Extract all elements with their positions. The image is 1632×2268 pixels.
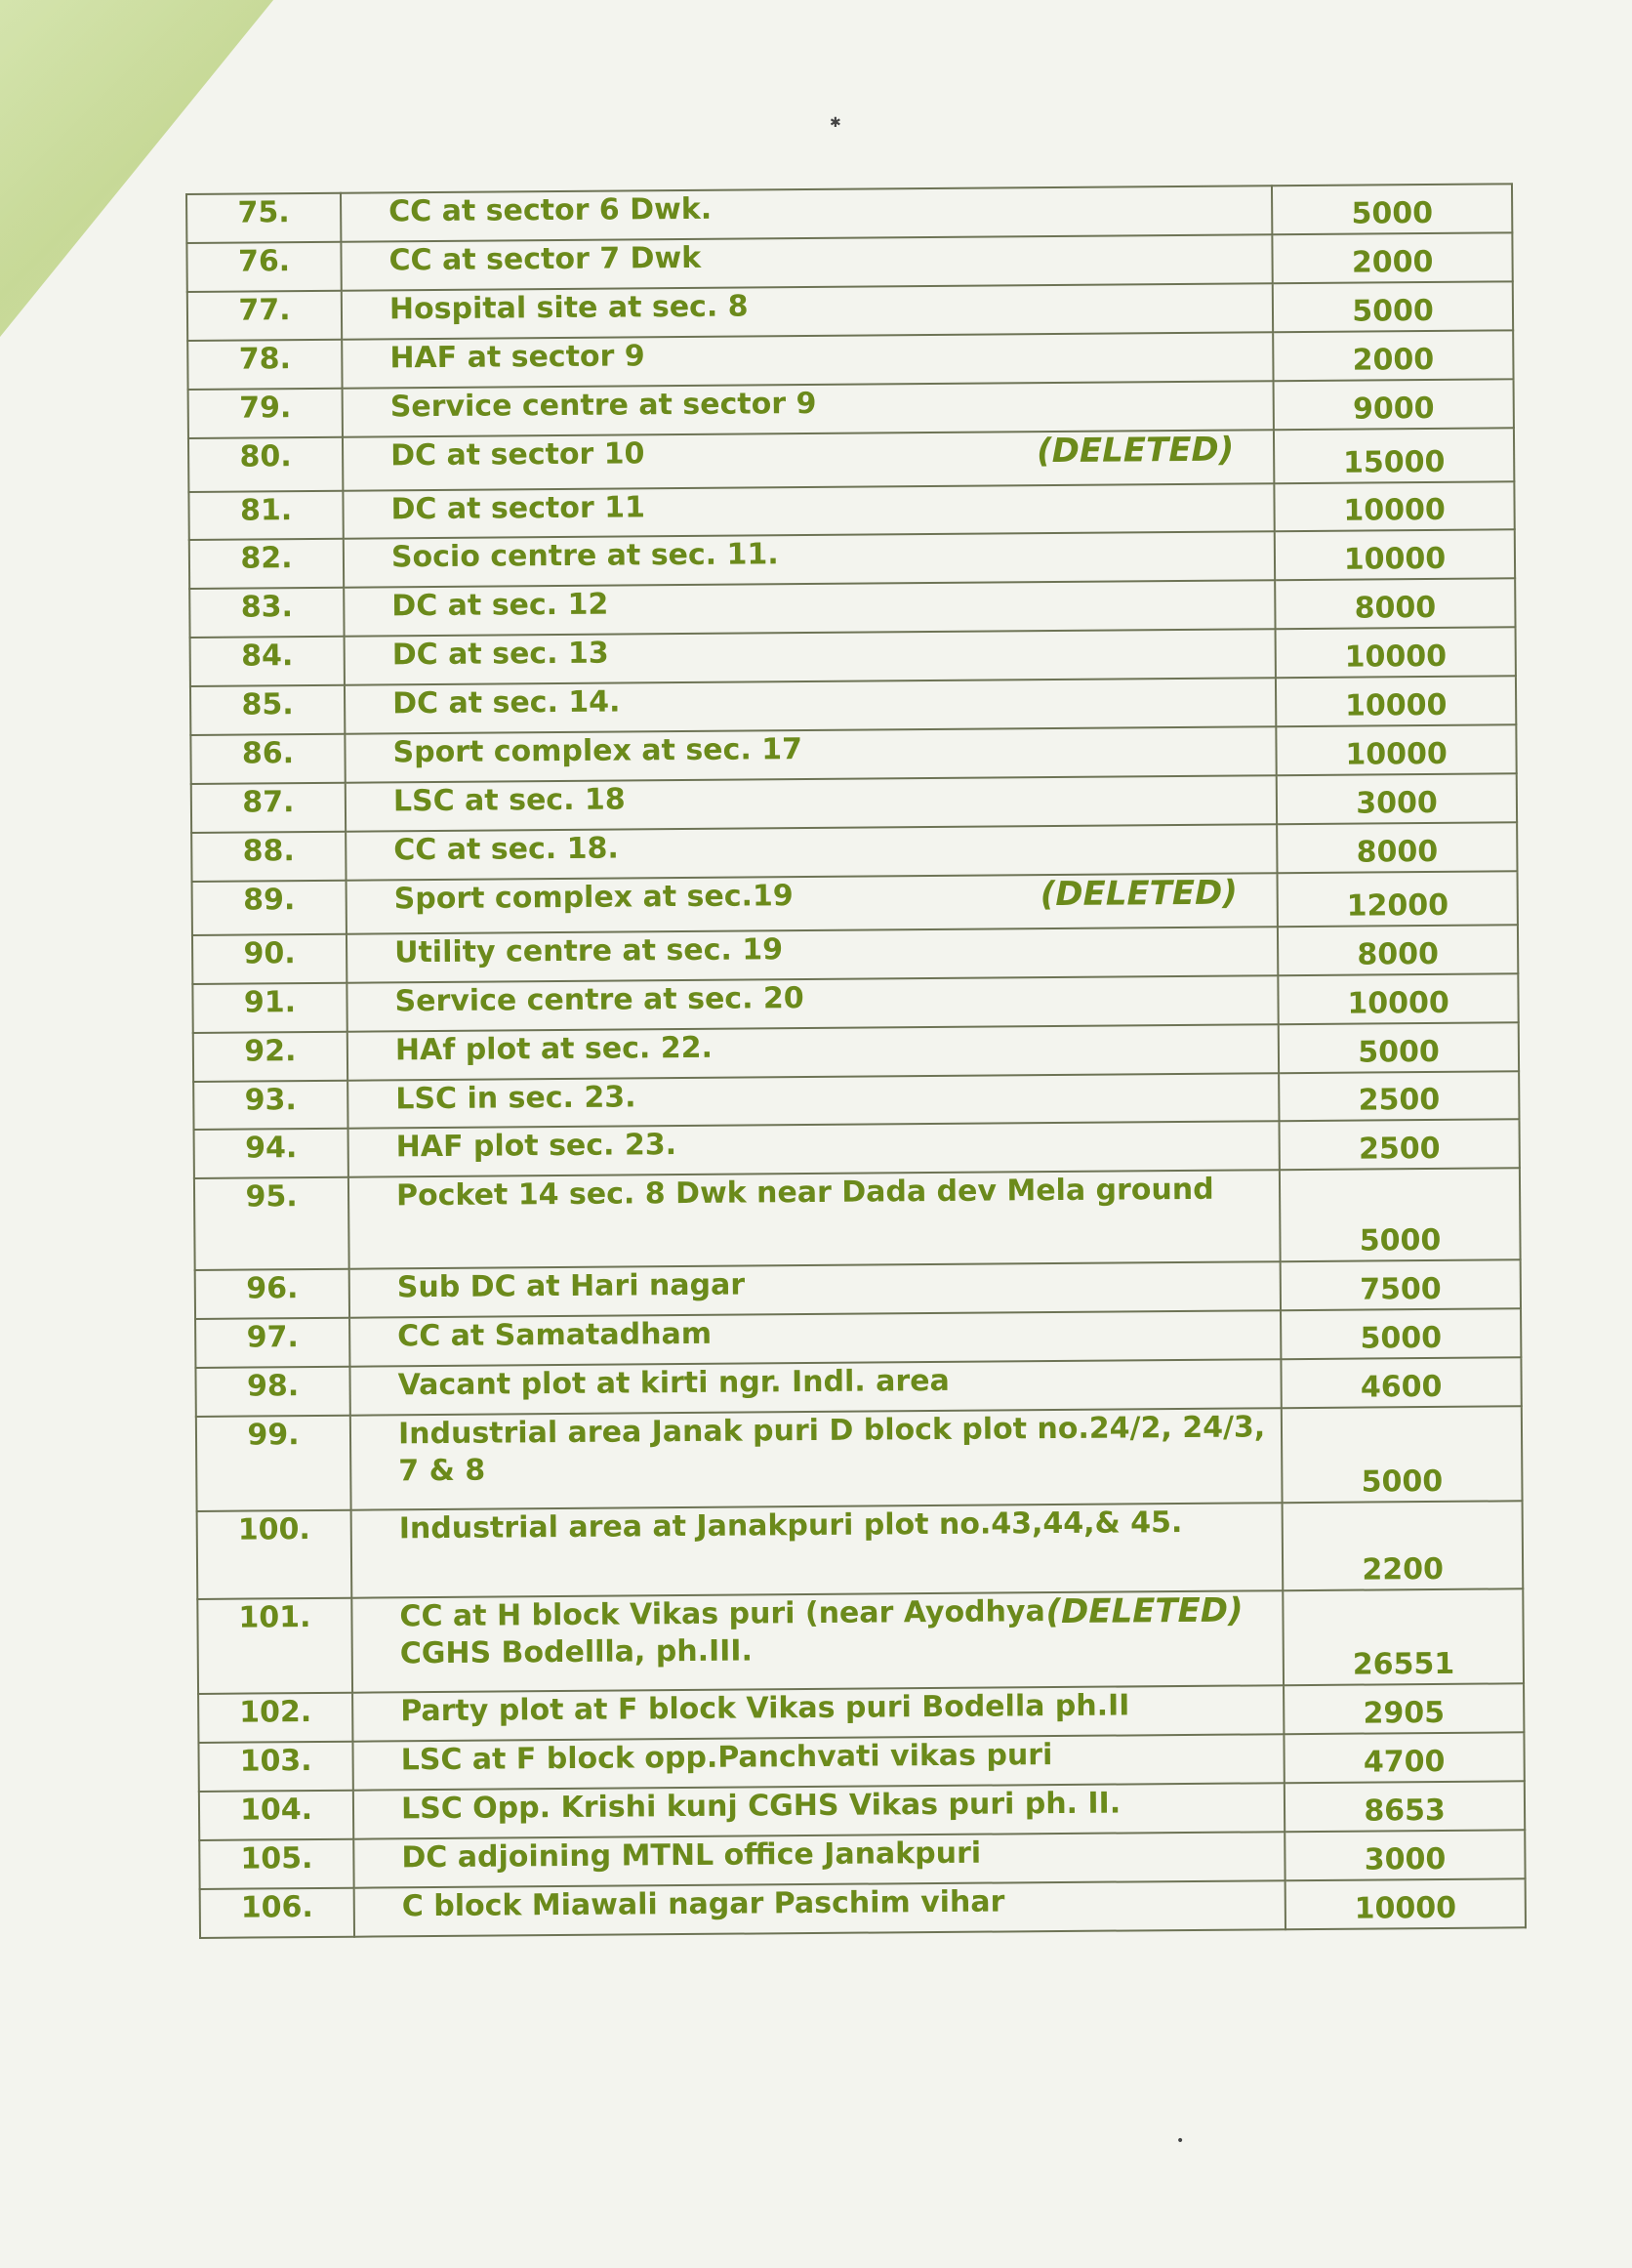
site-description-cell — [348, 1122, 1280, 1177]
site-description: Party plot at F block Vikas puri Bodella ph.II — [400, 1688, 1130, 1729]
serial-number-cell: 104. — [199, 1791, 353, 1840]
site-description-cell — [349, 1359, 1281, 1415]
site-description: C block Miawali nagar Paschim vihar — [401, 1884, 1005, 1924]
site-description: Hospital site at sec. 8 — [388, 289, 749, 327]
site-description: LSC at sec. 18 — [392, 782, 626, 819]
site-description-cell — [345, 630, 1276, 685]
amount-cell: 10000 — [1285, 1878, 1526, 1929]
amount-cell: 10000 — [1278, 973, 1518, 1024]
site-description-cell — [342, 283, 1273, 339]
site-description-cell — [347, 1073, 1279, 1129]
site-description-cell — [345, 678, 1276, 733]
site-description: Vacant plot at kirti ngr. Indl. area — [397, 1363, 950, 1403]
amount-cell: 5000 — [1280, 1169, 1521, 1262]
site-description-cell — [347, 873, 1279, 933]
site-description-cell — [349, 1261, 1281, 1317]
serial-number-cell: 94. — [194, 1129, 348, 1178]
serial-number-cell: 95. — [194, 1177, 349, 1270]
site-description-cell — [348, 1171, 1281, 1269]
amount-cell: 5000 — [1279, 1022, 1519, 1073]
amount-cell: 2905 — [1284, 1684, 1524, 1735]
serial-number-cell: 103. — [198, 1742, 352, 1792]
site-description: Industrial area Janak puri D block plot no.24/2, 24/3, 7 & 8 — [397, 1410, 1266, 1489]
site-description: LSC Opp. Krishi kunj CGHS Vikas puri ph. II. — [400, 1786, 1122, 1827]
serial-number-cell: 75. — [186, 193, 341, 243]
site-description: DC at sector 11 — [390, 489, 646, 526]
site-description: Pocket 14 sec. 8 Dwk near Dada dev Mela ground — [395, 1173, 1214, 1214]
site-description: DC adjoining MTNL office Janakpuri — [401, 1835, 982, 1876]
site-description-cell — [351, 1590, 1284, 1693]
site-description: LSC in sec. 23. — [395, 1079, 636, 1116]
serial-number-cell: 86. — [190, 734, 345, 784]
site-description-cell — [344, 581, 1275, 637]
amount-cell: 2200 — [1283, 1501, 1524, 1590]
amount-cell: 7500 — [1281, 1259, 1521, 1310]
serial-number-cell: 91. — [192, 982, 347, 1032]
site-description-cell — [346, 824, 1277, 880]
amount-cell: 3000 — [1285, 1830, 1525, 1880]
serial-number-cell: 96. — [195, 1269, 349, 1319]
deleted-note: (DELETED) — [1037, 430, 1235, 471]
print-speck: ✱ — [830, 115, 841, 131]
site-description: Sport complex at sec. 17 — [392, 732, 803, 770]
serial-number-cell: 100. — [197, 1510, 352, 1599]
site-description-cell — [343, 381, 1274, 436]
site-description: HAf plot at sec. 22. — [394, 1030, 714, 1067]
site-description: HAF plot sec. 23. — [395, 1128, 677, 1165]
site-description: CC at sector 7 Dwk — [388, 240, 702, 278]
serial-number-cell: 102. — [198, 1693, 352, 1743]
site-description-cell — [342, 332, 1273, 388]
serial-number-cell: 84. — [190, 637, 345, 686]
site-description: Industrial area at Janakpuri plot no.43,44,& 45. — [398, 1505, 1183, 1546]
serial-number-cell: 88. — [191, 832, 346, 882]
deleted-note: (DELETED) — [1040, 873, 1238, 915]
amount-cell: 8000 — [1277, 822, 1517, 873]
amount-cell: 10000 — [1275, 481, 1515, 532]
site-list-table — [185, 183, 1527, 1939]
site-description-cell — [353, 1832, 1285, 1887]
site-description: CC at sector 6 Dwk. — [388, 191, 713, 229]
serial-number-cell: 106. — [200, 1888, 354, 1938]
amount-cell: 10000 — [1275, 530, 1515, 581]
amount-cell: 2000 — [1273, 330, 1513, 381]
amount-cell: 9000 — [1274, 379, 1514, 430]
table-row — [197, 1501, 1524, 1599]
site-description-cell — [354, 1880, 1285, 1936]
amount-cell: 4700 — [1285, 1733, 1525, 1784]
site-description-cell — [349, 1310, 1281, 1366]
serial-number-cell: 76. — [186, 242, 341, 292]
serial-number-cell: 90. — [192, 934, 347, 984]
table-body — [186, 184, 1526, 1938]
site-description: LSC at F block opp.Panchvati vikas puri — [400, 1738, 1053, 1778]
site-description-cell — [347, 927, 1278, 982]
site-description-cell — [345, 726, 1276, 782]
serial-number-cell: 89. — [192, 881, 347, 935]
site-description: DC at sector 10 — [390, 435, 645, 473]
amount-cell: 2000 — [1273, 232, 1513, 283]
serial-number-cell: 80. — [188, 436, 343, 491]
table-row — [194, 1169, 1521, 1270]
serial-number-cell: 93. — [193, 1080, 347, 1130]
amount-cell: 10000 — [1276, 628, 1516, 679]
site-description-cell — [352, 1734, 1284, 1790]
site-description-cell — [343, 430, 1275, 490]
serial-number-cell: 98. — [195, 1367, 349, 1417]
site-description-cell — [351, 1503, 1284, 1597]
site-description: Sport complex at sec.19 — [393, 879, 794, 917]
serial-number-cell: 83. — [189, 588, 344, 638]
amount-cell: 5000 — [1282, 1406, 1523, 1503]
site-description: HAF at sector 9 — [389, 339, 645, 376]
site-description: CC at H block Vikas puri (near Ayodhya CGHS Bodellla, ph.III. — [399, 1594, 1045, 1671]
site-description-cell — [344, 532, 1275, 588]
site-description: Sub DC at Hari nagar — [396, 1267, 746, 1305]
site-description-cell — [341, 234, 1272, 290]
site-description: Socio centre at sec. 11. — [390, 537, 779, 575]
deleted-note: (DELETED) — [1045, 1590, 1244, 1632]
site-description: DC at sec. 12 — [391, 587, 609, 624]
site-description: CC at sec. 18. — [393, 831, 619, 868]
amount-cell: 8000 — [1278, 925, 1518, 975]
amount-cell: 12000 — [1278, 871, 1518, 927]
site-description-cell — [347, 975, 1278, 1031]
serial-number-cell: 77. — [187, 291, 342, 341]
amount-cell: 26551 — [1283, 1588, 1524, 1685]
amount-cell: 2500 — [1280, 1120, 1520, 1171]
site-description: Utility centre at sec. 19 — [394, 932, 784, 970]
serial-number-cell: 99. — [196, 1415, 351, 1511]
site-description-cell — [350, 1408, 1283, 1510]
site-description: DC at sec. 13 — [391, 636, 609, 673]
site-description-cell — [353, 1783, 1285, 1838]
site-description-cell — [352, 1686, 1284, 1742]
amount-cell: 3000 — [1277, 773, 1517, 824]
amount-cell: 5000 — [1281, 1308, 1521, 1359]
amount-cell: 5000 — [1273, 281, 1513, 332]
serial-number-cell: 85. — [190, 685, 345, 735]
table-row — [196, 1406, 1523, 1511]
amount-cell: 10000 — [1276, 677, 1516, 727]
site-description: CC at Samatadham — [397, 1316, 713, 1354]
site-description: Service centre at sector 9 — [389, 386, 817, 425]
amount-cell: 8653 — [1285, 1781, 1525, 1832]
serial-number-cell: 92. — [193, 1031, 347, 1081]
site-description-cell — [347, 1024, 1279, 1080]
site-description-cell — [343, 483, 1274, 539]
site-description: DC at sec. 14. — [392, 684, 621, 722]
amount-cell: 10000 — [1276, 724, 1516, 775]
print-speck: • — [1176, 2133, 1185, 2149]
serial-number-cell: 78. — [187, 340, 342, 390]
serial-number-cell: 101. — [197, 1598, 352, 1695]
site-description: Service centre at sec. 20 — [394, 980, 804, 1019]
amount-cell: 2500 — [1279, 1071, 1519, 1122]
amount-cell: 4600 — [1282, 1357, 1522, 1408]
table-row — [197, 1588, 1524, 1694]
serial-number-cell: 105. — [199, 1839, 353, 1889]
amount-cell: 5000 — [1272, 184, 1512, 234]
serial-number-cell: 87. — [191, 783, 346, 833]
amount-cell: 15000 — [1274, 428, 1514, 483]
serial-number-cell: 97. — [195, 1318, 349, 1368]
serial-number-cell: 81. — [188, 490, 343, 540]
serial-number-cell: 82. — [189, 539, 344, 589]
site-description-cell — [346, 775, 1277, 831]
serial-number-cell: 79. — [188, 388, 343, 437]
site-description-cell — [341, 186, 1272, 241]
table-row — [200, 1878, 1526, 1938]
amount-cell: 8000 — [1275, 579, 1515, 630]
